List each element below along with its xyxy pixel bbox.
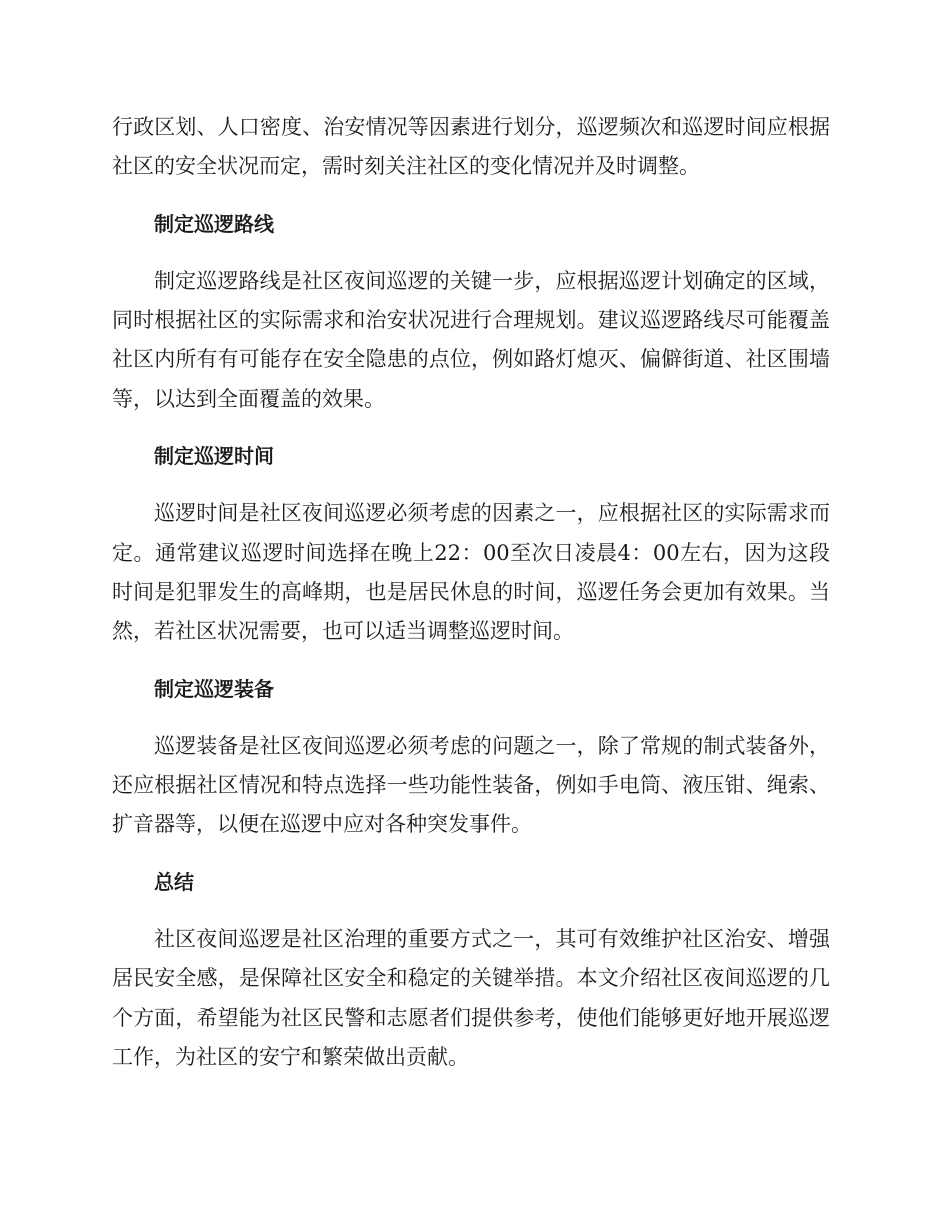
paragraph-patrol-equipment: 巡逻装备是社区夜间巡逻必须考虑的问题之一，除了常规的制式装备外，还应根据社区情况和特点选择一些功能性装备，例如手电筒、液压钳、绳索、扩音器等，以便在巡逻中应对各种突发事件。 [112, 733, 830, 837]
paragraph-summary: 社区夜间巡逻是社区治理的重要方式之一，其可有效维护社区治安、增强居民安全感，是保障社区安全和稳定的关键举措。本文介绍社区夜间巡逻的几个方面，希望能为社区民警和志愿者们提供参考，使他们能够更好地开展巡逻工作，为社区的安宁和繁荣做出贡献。 [112, 927, 830, 1069]
paragraph-intro-continued: 行政区划、人口密度、治安情况等因素进行划分，巡逻频次和巡逻时间应根据社区的安全状况而定，需时刻关注社区的变化情况并及时调整。 [112, 115, 830, 179]
section-heading-patrol-equipment: 制定巡逻装备 [154, 676, 274, 701]
paragraph-patrol-time: 巡逻时间是社区夜间巡逻必须考虑的因素之一，应根据社区的实际需求而定。通常建议巡逻时间选择在晚上22：00至次日凌晨4：00左右，因为这段时间是犯罪发生的高峰期，也是居民休息的时间，巡逻任务会更加有效果。当然，若社区状况需要，也可以适当调整巡逻时间。 [112, 501, 830, 644]
document-body [112, 108, 830, 1077]
section-heading-patrol-route: 制定巡逻路线 [154, 211, 274, 236]
section-heading-summary: 总结 [154, 869, 194, 894]
section-heading-patrol-time: 制定巡逻时间 [154, 444, 274, 469]
paragraph-patrol-route: 制定巡逻路线是社区夜间巡逻的关键一步，应根据巡逻计划确定的区域，同时根据社区的实际需求和治安状况进行合理规划。建议巡逻路线尽可能覆盖社区内所有有可能存在安全隐患的点位，例如路灯熄灭、偏僻街道、社区围墙等，以达到全面覆盖的效果。 [112, 268, 830, 411]
